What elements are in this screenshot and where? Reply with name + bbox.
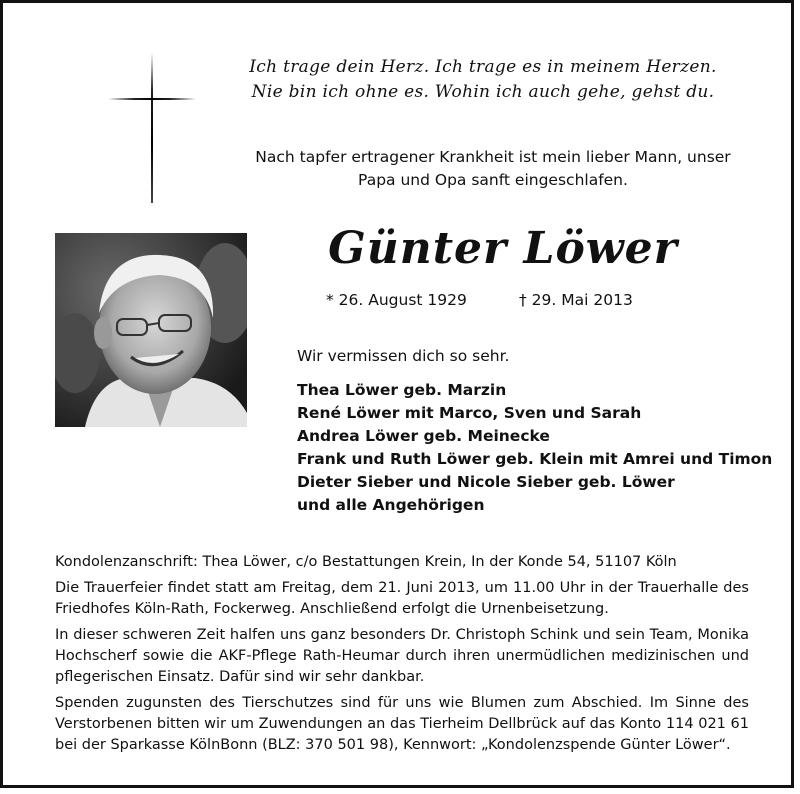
death-date: † 29. Mai 2013 <box>519 291 633 309</box>
birth-date: * 26. August 1929 <box>326 291 467 309</box>
portrait-photo <box>55 233 247 427</box>
family-member: und alle Angehörigen <box>297 496 485 514</box>
quote-line-2: Nie bin ich ohne es. Wohin ich auch gehe, gehst du. <box>251 82 715 102</box>
condolence-address: Kondolenzanschrift: Thea Löwer, c/o Bestattungen Krein, In der Konde 54, 51107 Köln <box>55 554 677 570</box>
miss-text: Wir vermissen dich so sehr. <box>297 347 510 365</box>
footer-text <box>55 552 749 761</box>
cross-icon <box>108 53 196 205</box>
quote <box>233 55 733 105</box>
family-member: Andrea Löwer geb. Meinecke <box>297 427 550 445</box>
family-member: René Löwer mit Marco, Sven und Sarah <box>297 404 642 422</box>
family-member: Dieter Sieber und Nicole Sieber geb. Löwer <box>297 473 675 491</box>
family-member: Frank und Ruth Löwer geb. Klein mit Amrei und Timon <box>297 450 773 468</box>
donations-text: Spenden zugunsten des Tierschutzes sind für uns wie Blumen zum Abschied. Im Sinne des Verstorbenen bitten wir um Zuwendungen an das Tierheim Dellbrück auf das Konto 114 021 61 bei der Sparkasse KölnBonn (BLZ: 370 501 98), Kennwort: „Kondolenzspende Günter Löwer“. <box>55 695 749 753</box>
intro-line-2: Papa und Opa sanft eingeschlafen. <box>358 171 628 189</box>
intro-line-1: Nach tapfer ertragener Krankheit ist mein lieber Mann, unser <box>255 148 731 166</box>
funeral-info: Die Trauerfeier findet statt am Freitag, dem 21. Juni 2013, um 11.00 Uhr in der Trauerhalle des Friedhofes Köln-Rath, Fockerweg. Anschließend erfolgt die Urnenbeisetzung. <box>55 580 749 617</box>
thanks-text: In dieser schweren Zeit halfen uns ganz besonders Dr. Christoph Schink und sein Team, Monika Hochscherf sowie die AKF-Pflege Rath-Heumar durch ihren unermüdlichen medizinischen und pflegerischen Einsatz. Dafür sind wir sehr dankbar. <box>55 627 749 685</box>
intro-text <box>228 146 758 192</box>
deceased-name: Günter Löwer <box>328 223 678 274</box>
family-member: Thea Löwer geb. Marzin <box>297 381 507 399</box>
family-list <box>297 379 777 517</box>
quote-line-1: Ich trage dein Herz. Ich trage es in meinem Herzen. <box>249 57 717 77</box>
